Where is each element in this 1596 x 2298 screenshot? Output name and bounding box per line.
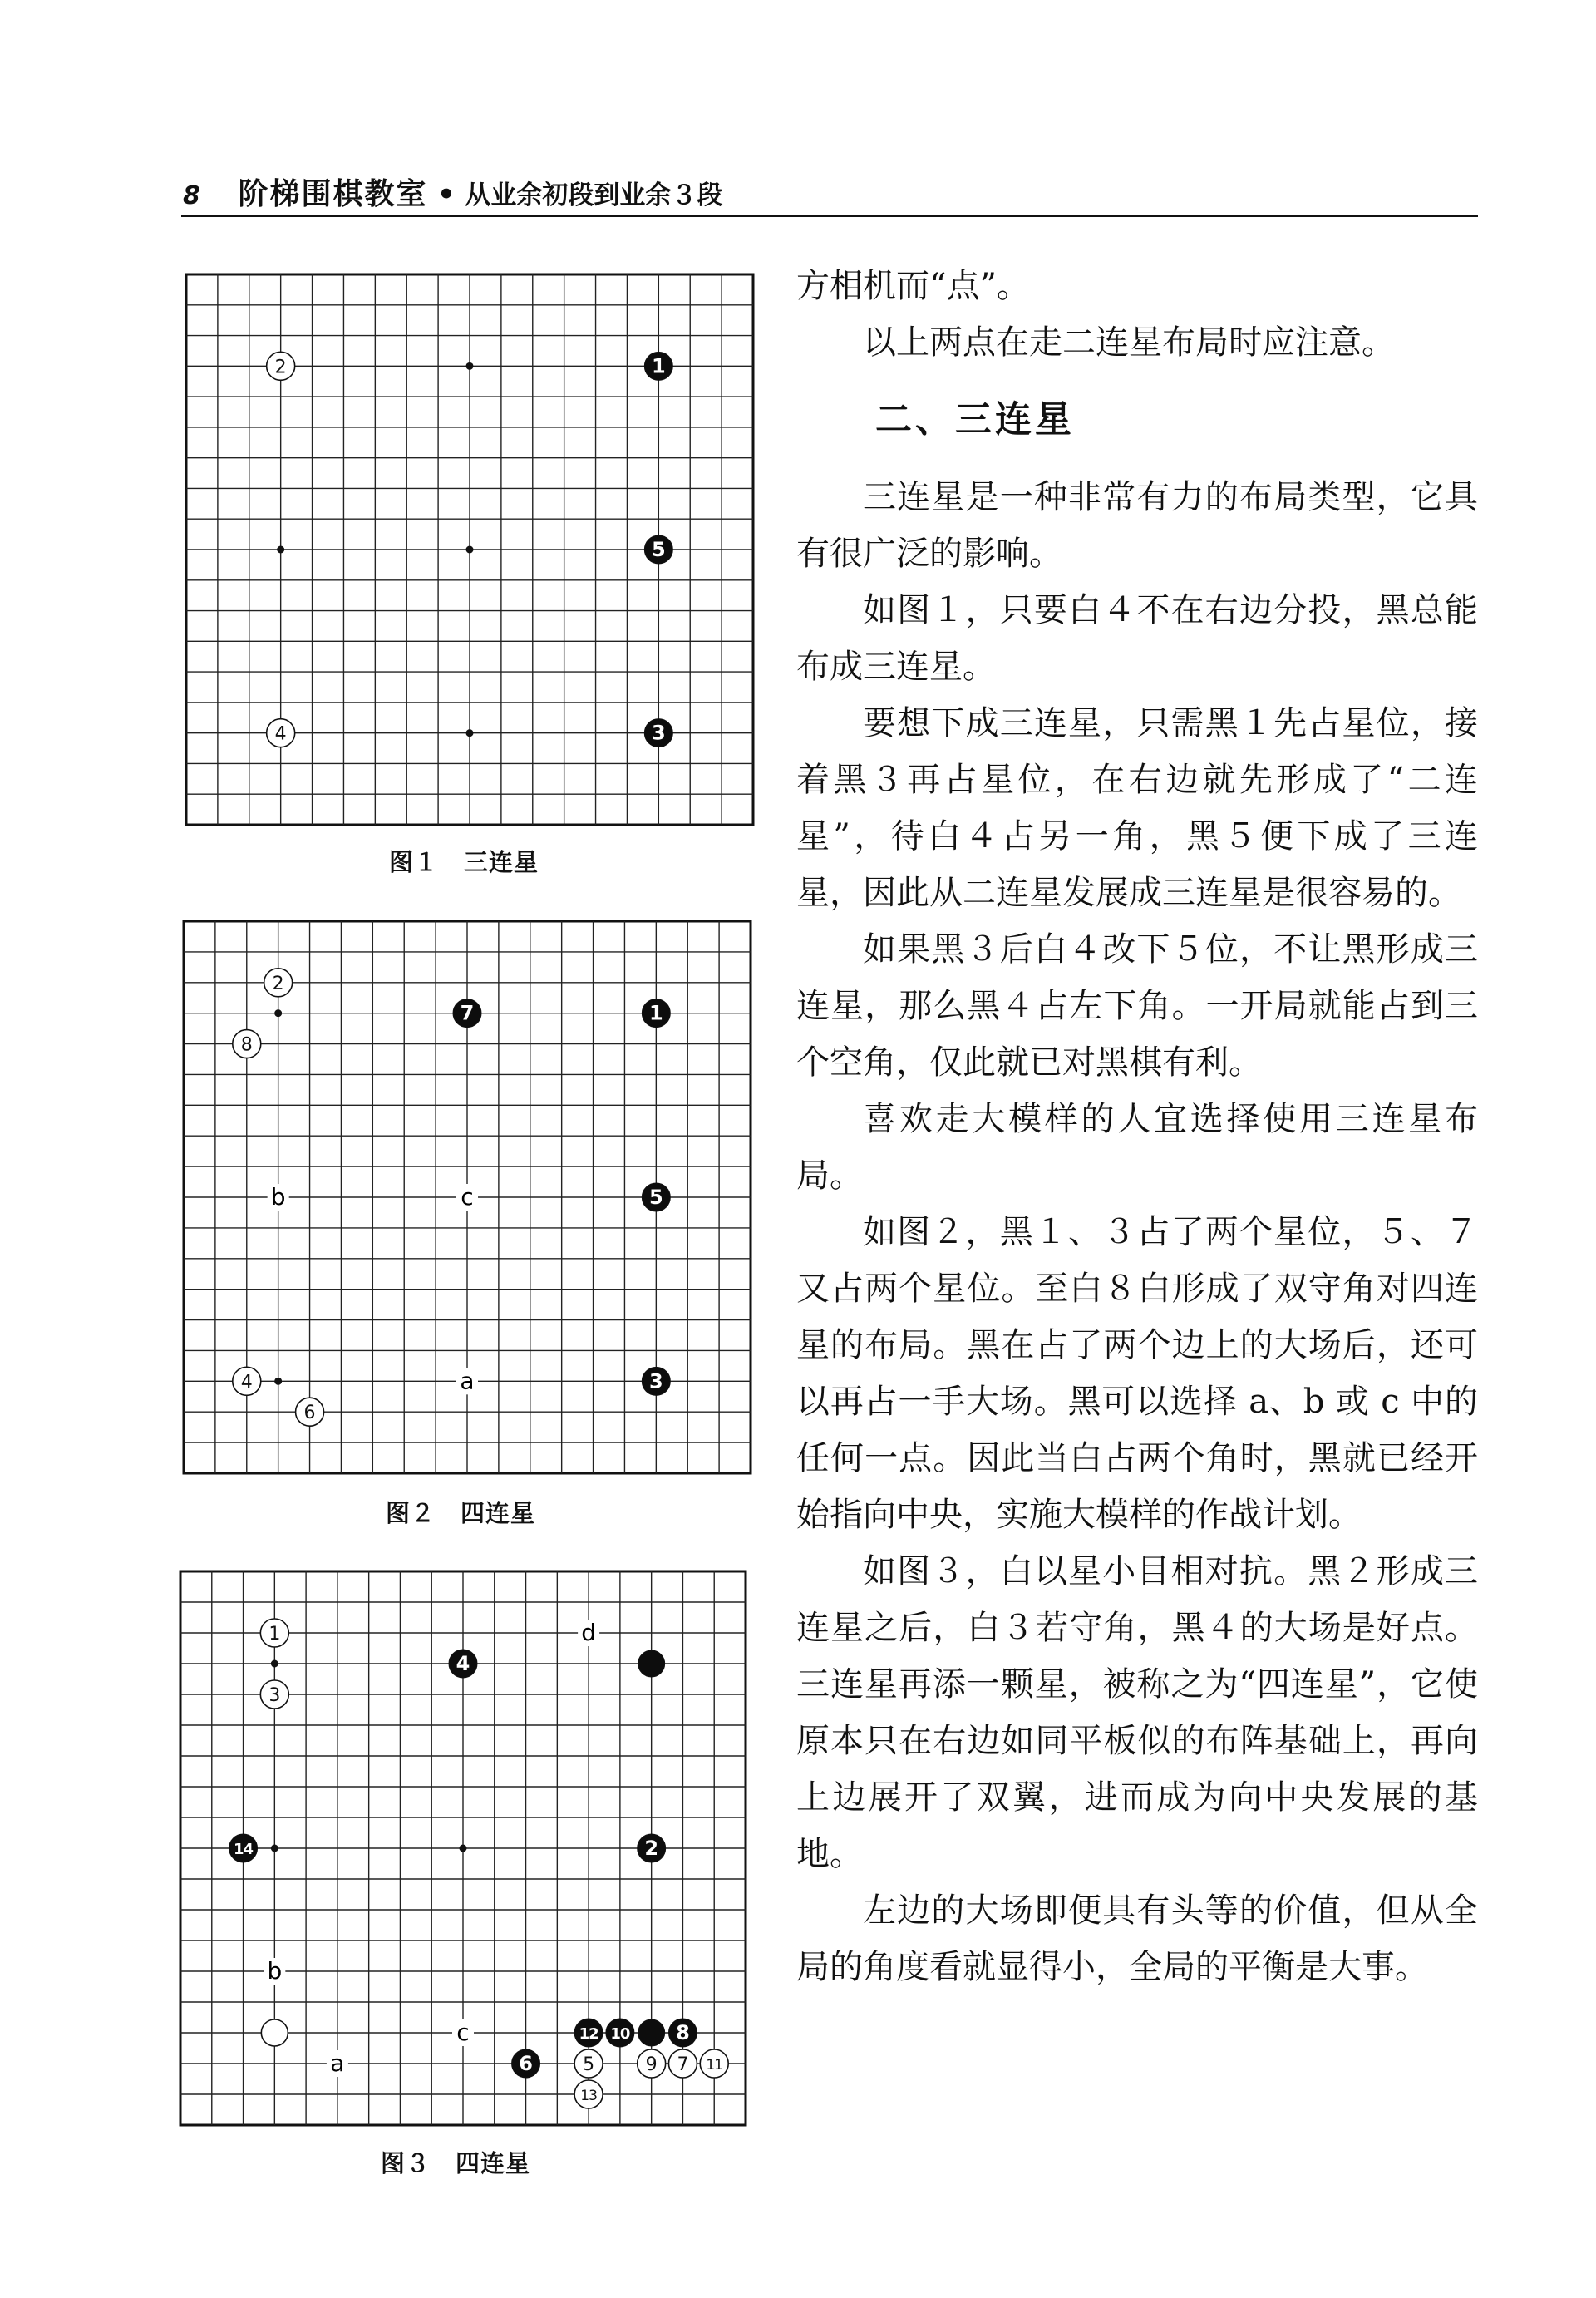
move-number: 2 bbox=[272, 973, 284, 994]
star-point bbox=[466, 362, 474, 370]
go-board-figure-2 bbox=[182, 920, 752, 1475]
page-number: 8 bbox=[183, 181, 200, 210]
figure-title: 四连星 bbox=[456, 2149, 531, 2177]
point-label: b bbox=[267, 1957, 283, 1985]
paragraph: 左边的大场即便具有头等的价值，但从全局的角度看就显得小，全局的平衡是大事。 bbox=[796, 1891, 1478, 1986]
go-board-figure-1 bbox=[185, 273, 755, 826]
move-number: 9 bbox=[645, 2054, 658, 2075]
move-number: 8 bbox=[676, 2021, 690, 2044]
star-point bbox=[271, 1660, 278, 1668]
star-point bbox=[466, 729, 474, 737]
paragraph: 如图３，白以星小目相对抗。黑２形成三连星之后，白３若守角，黑４的大场是好点。三连星再添一颗星，被称之为“四连星”，它使原本只在右边如同平板似的布阵基础上，再向上边展开了双翼，进而成为向中央发展的基地。 bbox=[796, 1552, 1478, 1873]
figure-number: 图１ bbox=[389, 848, 440, 876]
move-number: 13 bbox=[580, 2088, 597, 2104]
figure-title: 三连星 bbox=[464, 848, 539, 876]
move-number: 11 bbox=[706, 2057, 723, 2074]
move-number: 5 bbox=[583, 2054, 595, 2075]
star-point bbox=[271, 1845, 278, 1852]
move-number: 3 bbox=[648, 1369, 663, 1393]
figure-number: 图３ bbox=[381, 2149, 431, 2177]
move-number: 4 bbox=[456, 1652, 470, 1675]
book-subtitle: 从业余初段到业余３段 bbox=[465, 180, 723, 210]
move-number: 2 bbox=[644, 1837, 659, 1860]
move-number: 3 bbox=[651, 721, 666, 745]
point-label: c bbox=[461, 1183, 474, 1211]
move-number: 8 bbox=[240, 1034, 253, 1056]
running-header bbox=[183, 170, 722, 213]
paragraph: 方相机而“点”。 bbox=[796, 267, 1030, 305]
move-number: 1 bbox=[651, 354, 666, 378]
go-board-svg bbox=[185, 273, 755, 826]
figure-1-caption bbox=[389, 844, 539, 878]
paragraph: 以上两点在走二连星布局时应注意。 bbox=[863, 323, 1395, 362]
white-stone bbox=[261, 2019, 288, 2046]
move-number: 14 bbox=[234, 1841, 254, 1858]
title-separator: • bbox=[437, 178, 456, 211]
point-label: d bbox=[581, 1619, 597, 1646]
paragraph: 喜欢走大模样的人宜选择使用三连星布局。 bbox=[796, 1100, 1478, 1195]
paragraph: 三连星是一种非常有力的布局类型，它具有很广泛的影响。 bbox=[796, 478, 1478, 573]
point-label: c bbox=[456, 2019, 470, 2046]
star-point bbox=[466, 546, 474, 554]
figure-3-caption bbox=[381, 2145, 530, 2179]
move-number: 12 bbox=[579, 2025, 598, 2043]
point-label: a bbox=[460, 1367, 475, 1395]
book-title: 阶梯围棋教室 bbox=[238, 177, 428, 211]
point-label: b bbox=[270, 1183, 286, 1211]
black-stone bbox=[638, 1650, 665, 1677]
paragraph: 如果黑３后白４改下５位，不让黑形成三连星，那么黑４占左下角。一开局就能占到三个空角，仅此就已对黑棋有利。 bbox=[796, 930, 1478, 1082]
move-number: 5 bbox=[648, 1186, 663, 1209]
move-number: 4 bbox=[240, 1372, 253, 1393]
header-rule bbox=[181, 215, 1478, 217]
go-board-figure-3 bbox=[179, 1570, 747, 2127]
section-heading: 二、三连星 bbox=[875, 398, 1075, 441]
paragraph: 如图１，只要白４不在右边分投，黑总能布成三连星。 bbox=[796, 591, 1478, 686]
article-body bbox=[796, 258, 1478, 1995]
move-number: 10 bbox=[610, 2025, 630, 2043]
point-label: a bbox=[330, 2049, 345, 2077]
move-number: 6 bbox=[519, 2052, 533, 2075]
star-point bbox=[460, 1845, 467, 1852]
star-point bbox=[274, 1378, 282, 1385]
figure-2-caption bbox=[386, 1495, 535, 1529]
move-number: 7 bbox=[677, 2054, 689, 2075]
go-board-svg bbox=[182, 920, 752, 1475]
go-board-svg bbox=[179, 1570, 747, 2127]
move-number: 5 bbox=[651, 538, 666, 561]
paragraph: 如图２，黑１、３占了两个星位，５、７又占两个星位。至白８白形成了双守角对四连星的布局。黑在占了两个边上的大场后，还可以再占一手大场。黑可以选择 a、b 或 c 中的任何一点。因此当白占两个角时，黑就已经开始指向中央，实施大模样的作战计划。 bbox=[796, 1213, 1478, 1534]
star-point bbox=[277, 546, 284, 554]
move-number: 3 bbox=[268, 1685, 281, 1706]
black-stone bbox=[638, 2019, 665, 2046]
move-number: 7 bbox=[460, 1001, 475, 1025]
move-number: 4 bbox=[274, 723, 287, 745]
move-number: 1 bbox=[268, 1624, 281, 1645]
star-point bbox=[274, 1009, 282, 1017]
move-number: 6 bbox=[303, 1403, 316, 1424]
figure-number: 图２ bbox=[386, 1499, 436, 1527]
figure-title: 四连星 bbox=[461, 1499, 536, 1527]
move-number: 1 bbox=[648, 1001, 663, 1025]
paragraph: 要想下成三连星，只需黑１先占星位，接着黑３再占星位，在右边就先形成了“二连星”，待白４占另一角，黑５便下成了三连星，因此从二连星发展成三连星是很容易的。 bbox=[796, 704, 1478, 912]
move-number: 2 bbox=[274, 357, 287, 378]
